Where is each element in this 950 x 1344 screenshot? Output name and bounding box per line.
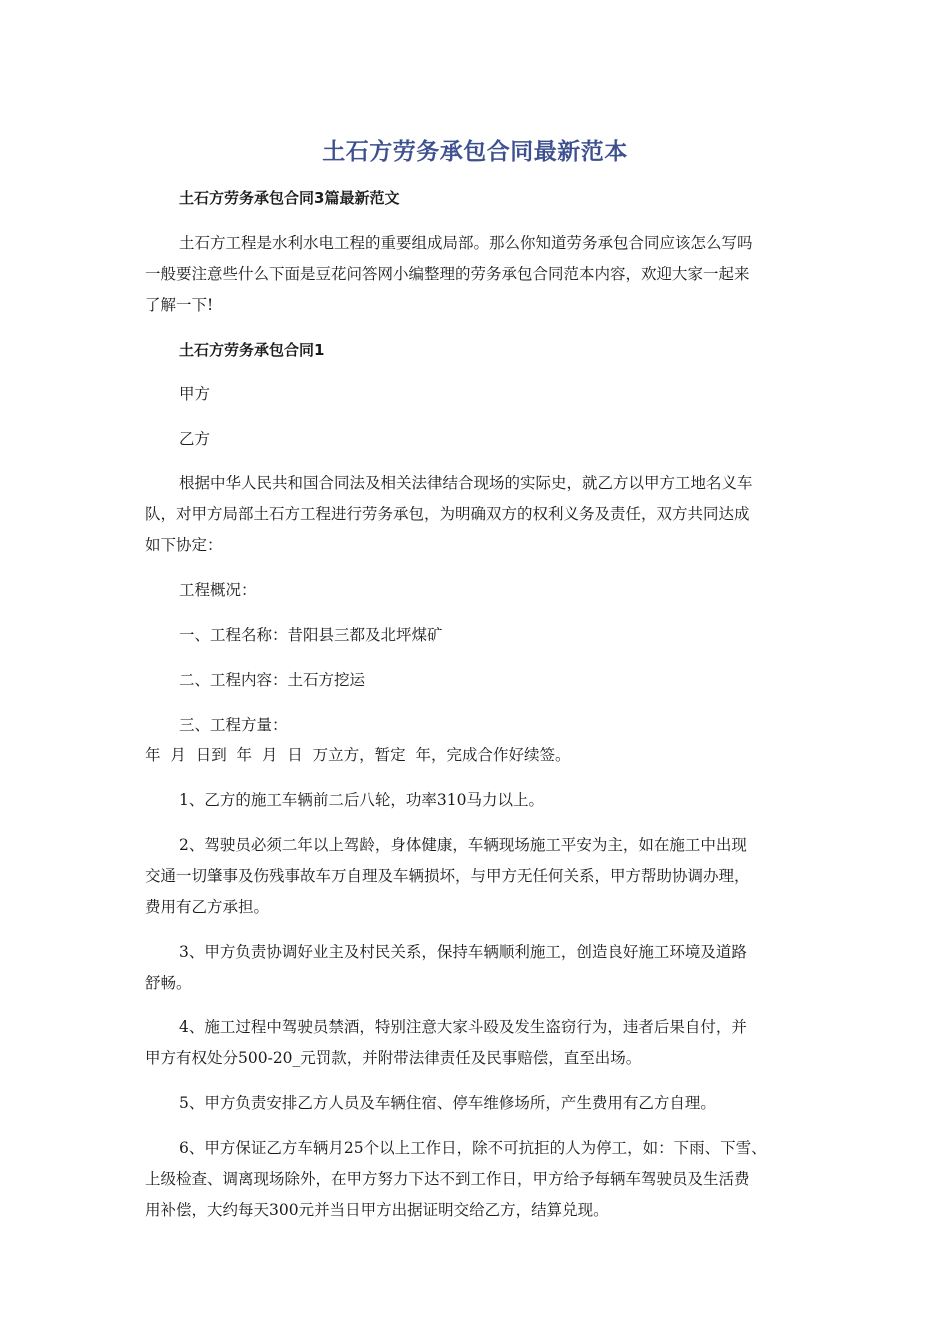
clause-line: 甲方有权处分500-20_元罚款，并附带法律责任及民事赔偿，直至出场。 (145, 1049, 642, 1067)
clause-line: 6、甲方保证乙方车辆月25个以上工作日，除不可抗拒的人为停工，如：下雨、下雪、 (179, 1139, 767, 1157)
party-a-label: 甲方 (179, 385, 211, 403)
clause-4 (145, 1012, 805, 1074)
clause-2 (145, 830, 805, 923)
clause-1: 1、乙方的施工车辆前二后八轮，功率310马力以上。 (179, 791, 544, 809)
document-subtitle: 土石方劳务承包合同3篇最新范文 (179, 189, 400, 207)
intro-line: 土石方工程是水利水电工程的重要组成局部。那么你知道劳务承包合同应该怎么写吗 (179, 234, 753, 252)
document-title: 土石方劳务承包合同最新范本 (322, 139, 628, 165)
section-heading: 土石方劳务承包合同1 (179, 341, 325, 359)
preamble-line: 如下协定： (145, 536, 223, 554)
project-volume-detail: 年 月 日到 年 月 日 万立方，暂定 年，完成合作好续签。 (145, 746, 571, 764)
project-content-item: 二、工程内容：土石方挖运 (179, 671, 366, 689)
project-name-item: 一、工程名称：昔阳县三都及北坪煤矿 (179, 626, 443, 644)
preamble-paragraph (145, 468, 805, 561)
intro-line: 了解一下! (145, 296, 214, 314)
intro-line: 一般要注意些什么下面是豆花问答网小编整理的劳务承包合同范本内容，欢迎大家一起来 (145, 265, 750, 283)
intro-paragraph (145, 228, 805, 321)
clause-line: 上级检查、调离现场除外，在甲方努力下达不到工作日，甲方给予每辆车驾驶员及生活费 (145, 1170, 750, 1188)
clause-5: 5、甲方负责安排乙方人员及车辆住宿、停车维修场所，产生费用有乙方自理。 (179, 1094, 716, 1112)
clause-3 (145, 937, 805, 999)
clause-line: 4、施工过程中驾驶员禁酒，特别注意大家斗殴及发生盗窃行为，违者后果自付，并 (179, 1018, 747, 1036)
party-b-label: 乙方 (179, 430, 211, 448)
clause-line: 费用有乙方承担。 (145, 898, 270, 916)
preamble-line: 队，对甲方局部土石方工程进行劳务承包，为明确双方的权利义务及责任，双方共同达成 (145, 505, 750, 523)
clause-line: 舒畅。 (145, 974, 192, 992)
clause-6 (145, 1133, 805, 1226)
clause-line: 2、驾驶员必须二年以上驾龄，身体健康，车辆现场施工平安为主，如在施工中出现 (179, 836, 747, 854)
project-volume-item: 三、工程方量： (179, 716, 288, 734)
clause-line: 交通一切肇事及伤残事故车万自理及车辆损坏，与甲方无任何关系，甲方帮助协调办理， (145, 867, 750, 885)
overview-label: 工程概况： (179, 581, 257, 599)
clause-line: 3、甲方负责协调好业主及村民关系，保持车辆顺利施工，创造良好施工环境及道路 (179, 943, 747, 961)
preamble-line: 根据中华人民共和国合同法及相关法律结合现场的实际史，就乙方以甲方工地名义车 (179, 474, 753, 492)
clause-line: 用补偿，大约每天300元并当日甲方出据证明交给乙方，结算兑现。 (145, 1201, 609, 1219)
